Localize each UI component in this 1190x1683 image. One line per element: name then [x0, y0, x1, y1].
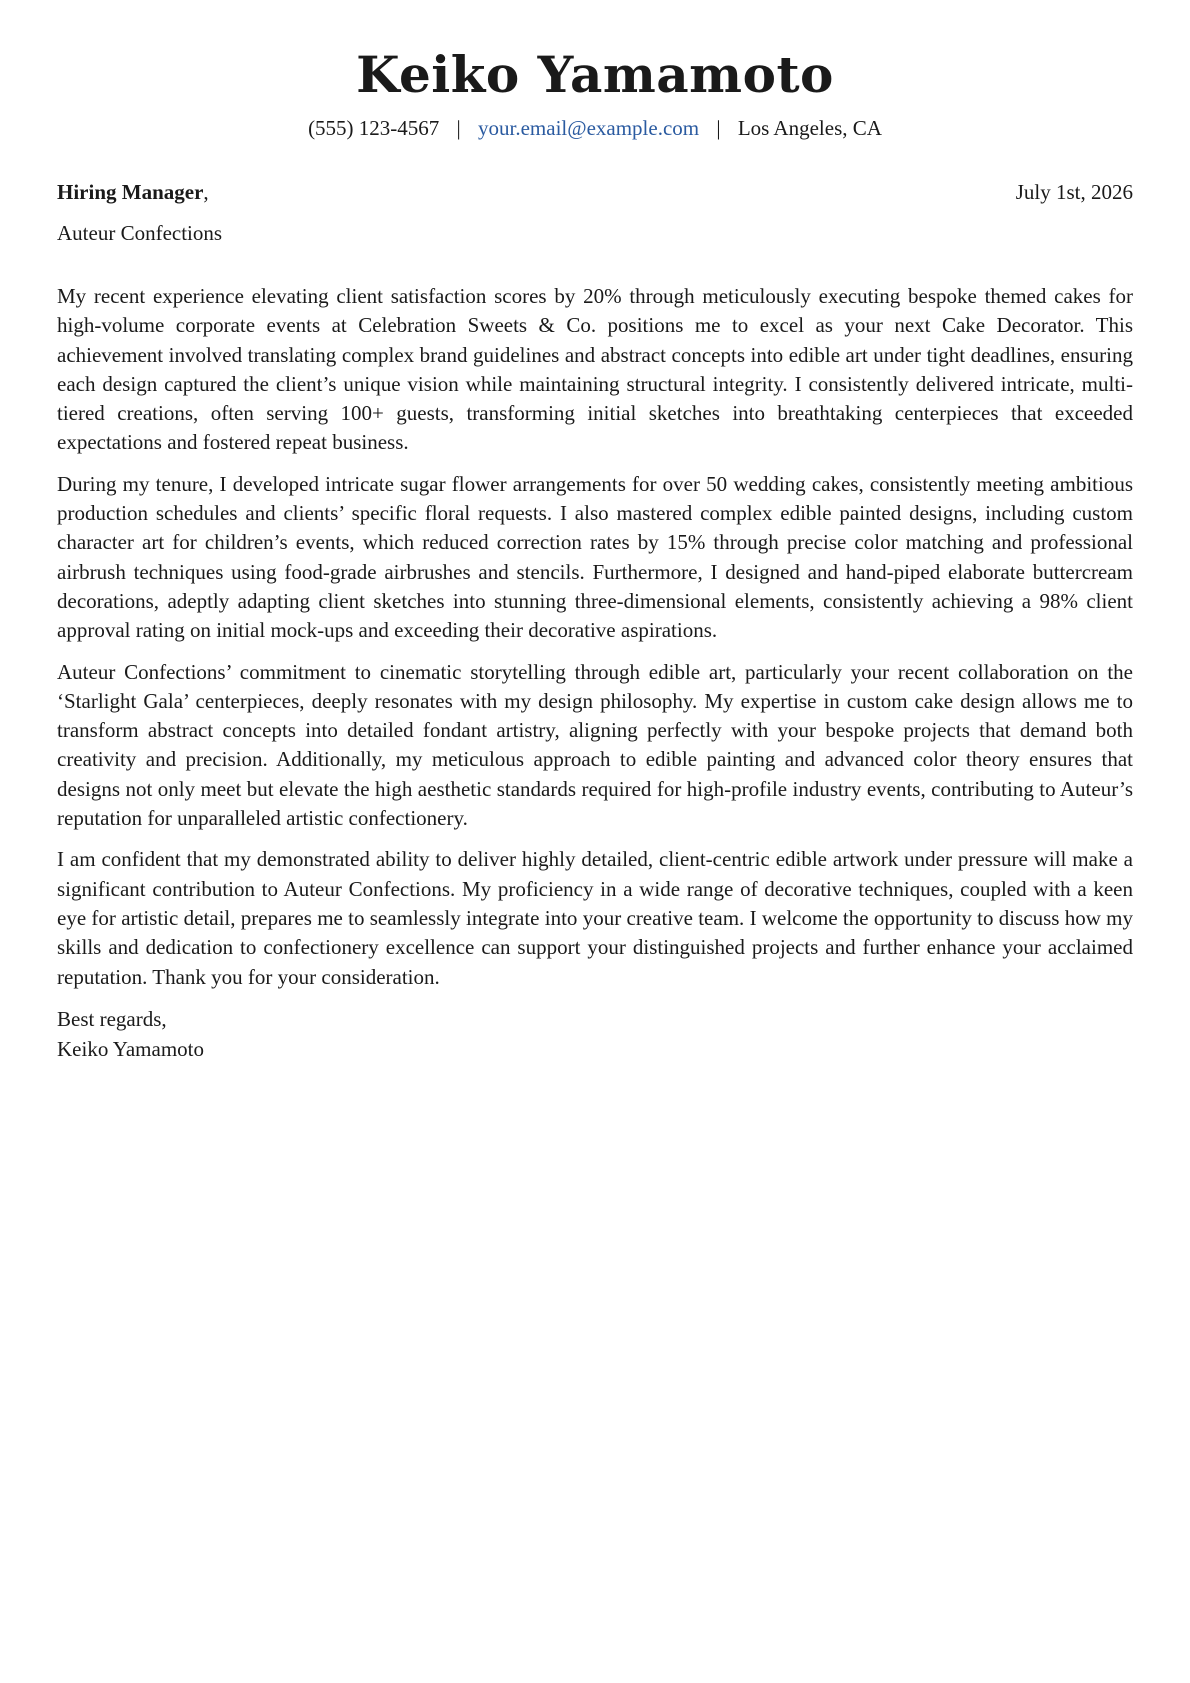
recipient-line: [57, 177, 209, 207]
letter-body: [57, 282, 1133, 1064]
email-link[interactable]: your.email@example.com: [478, 116, 700, 140]
body-paragraph: During my tenure, I developed intricate sugar flower arrangements for over 50 wedding cakes, consistently meeting ambitious production schedules and clients’ specific floral requests. I also mastered complex edible painted designs, including custom character art for children’s events, which reduced correction rates by 15% through precise color matching and professional airbrush techniques using food-grade airbrushes and stencils. Furthermore, I designed and hand-piped elaborate buttercream decorations, adeptly adapting client sketches into stunning three-dimensional elements, consistently achieving a 98% client approval rating on initial mock-ups and exceeding their decorative aspirations.: [57, 471, 1133, 643]
recipient-company: Auteur Confections: [57, 221, 223, 245]
letter-date: July 1st, 2026: [1015, 180, 1133, 204]
body-paragraph: I am confident that my demonstrated ability to deliver highly detailed, client-centric edible artwork under pressure will make a significant contribution to Auteur Confections. My proficiency in a wide range of decorative techniques, coupled with a keen eye for artistic detail, prepares me to seamlessly integrate into your creative team. I welcome the opportunity to discuss how my skills and dedication to confectionery excellence can support your distinguished projects and further enhance your acclaimed reputation. Thank you for your consideration.: [57, 847, 1133, 989]
body-paragraph: My recent experience elevating client satisfaction scores by 20% through meticulously executing bespoke themed cakes for high-volume corporate events at Celebration Sweets & Co. positions me to excel as your next Cake Decorator. This achievement involved translating complex brand guidelines and abstract concepts into edible art under tight deadlines, ensuring each design captured the client’s unique vision while maintaining structural integrity. I consistently delivered intricate, multi-tiered creations, often serving 100+ guests, transforming initial sketches into breathtaking centerpieces that exceeded expectations and fostered repeat business.: [57, 284, 1133, 455]
recipient-comma: ,: [203, 180, 209, 204]
recipient-title: Hiring Manager: [57, 180, 204, 204]
location: Los Angeles, CA: [737, 116, 882, 140]
phone-number: (555) 123-4567: [308, 116, 440, 140]
closing-salutation: Best regards,: [57, 1006, 167, 1031]
contact-separator: |: [456, 116, 461, 140]
applicant-name: Keiko Yamamoto: [356, 45, 834, 104]
recipient-row: [57, 177, 1133, 207]
contact-separator: |: [716, 116, 721, 140]
body-paragraph: Auteur Confections’ commitment to cinematic storytelling through edible art, particularly your recent collaboration on the ‘Starlight Gala’ centerpieces, deeply resonates with my design philosophy. My expertise in custom cake design allows me to transform abstract concepts into detailed fondant artistry, aligning perfectly with your bespoke projects that demand both creativity and precision. Additionally, my meticulous approach to edible painting and advanced color theory ensures that designs not only meet but elevate the high aesthetic standards required for high-profile industry events, contributing to Auteur’s reputation for unparalleled artistic confectionery.: [57, 659, 1133, 831]
closing-signature: Keiko Yamamoto: [57, 1036, 204, 1061]
closing-block: [57, 1004, 1133, 1064]
contact-line: [0, 113, 1190, 143]
